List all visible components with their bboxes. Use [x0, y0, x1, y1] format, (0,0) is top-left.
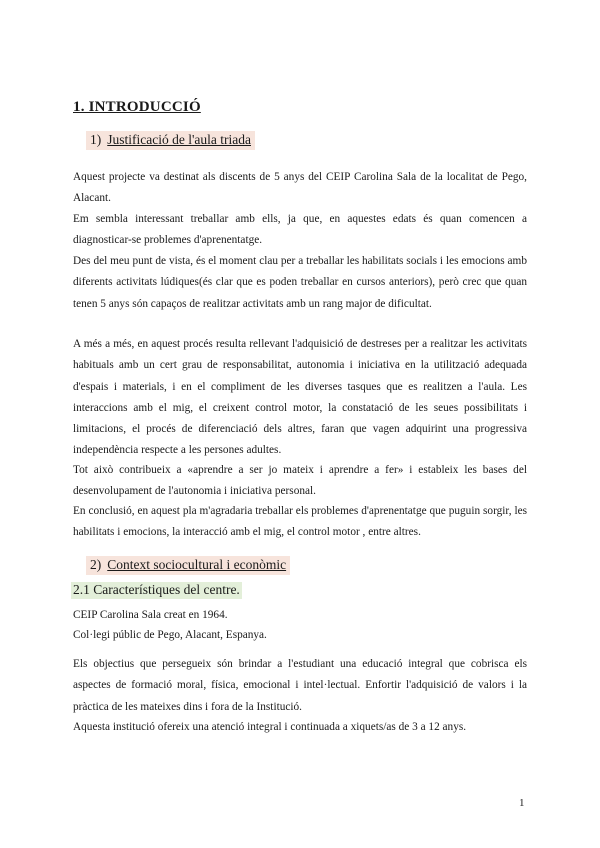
page-number: 1 — [519, 797, 525, 809]
paragraph: Aquesta institució ofereix una atenció integral i continuada a xiquets/as de 3 a 12 anys. — [73, 721, 467, 733]
paragraph: Des del meu punt de vista, és el moment clau per a treballar les habilitats socials i les emocions amb diferents activitats lúdiques(és clar que es poden treballar en cursos anteriors), però crec que quan tenen 5 anys són capaços de realitzar activitats amb un rang major de dificultat. — [73, 255, 527, 310]
section-number: 1) — [90, 132, 102, 147]
main-heading: 1. INTRODUCCIÓ — [73, 99, 201, 115]
section-heading-context — [86, 556, 290, 575]
paragraph: Em sembla interessant treballar amb ells, ja que, en aquestes edats és quan comencen a diagnosticar-se problemes d'aprenentatge. — [73, 213, 527, 247]
centre-line: CEIP Carolina Sala creat en 1964. — [73, 609, 228, 621]
section-title: Context sociocultural i econòmic — [107, 557, 287, 572]
paragraph: A més a més, en aquest procés resulta rellevant l'adquisició de destreses per a realitzar les activitats habituals amb un cert grau de responsabilitat, autonomia i iniciativa en la utilització adequada d'espais i materials, i en el compliment de les diverses tasques que es realitzen a l'aula. Les interaccions amb el mig, el creixent control motor, la constatació de les seues possibilitats i limitacions, el procés de diferenciació dels altres, faran que vagen adquirint una progressiva independència respecte a les persones adultes. — [73, 338, 527, 457]
subsection-heading: 2.1 Característiques del centre. — [73, 582, 240, 597]
paragraph: Aquest projecte va destinat als discents de 5 anys del CEIP Carolina Sala de la localitat de Pego, Alacant. — [73, 171, 527, 205]
section-title: Justificació de l'aula triada — [107, 132, 251, 147]
paragraph: En conclusió, en aquest pla m'agradaria treballar els problemes d'aprenentatge que puguin sorgir, les habilitats i emocions, la interacció amb el mig, el control motor , entre altres. — [73, 505, 527, 539]
paragraph: Els objectius que persegueix són brindar a l'estudiant una educació integral que cobrisca els aspectes de formació moral, física, emocional i intel·lectual. Enfortir l'adquisició de valors i la pràctica de les mateixes dins i fora de la Institució. — [73, 658, 527, 713]
paragraph: Tot això contribueix a «aprendre a ser jo mateix i aprendre a fer» i estableix les bases del desenvolupament de l'autonomia i iniciativa personal. — [73, 464, 527, 498]
centre-line: Col·legi públic de Pego, Alacant, Espanya. — [73, 629, 267, 641]
section-number: 2) — [90, 557, 102, 572]
section-heading-justificacio — [86, 131, 255, 150]
